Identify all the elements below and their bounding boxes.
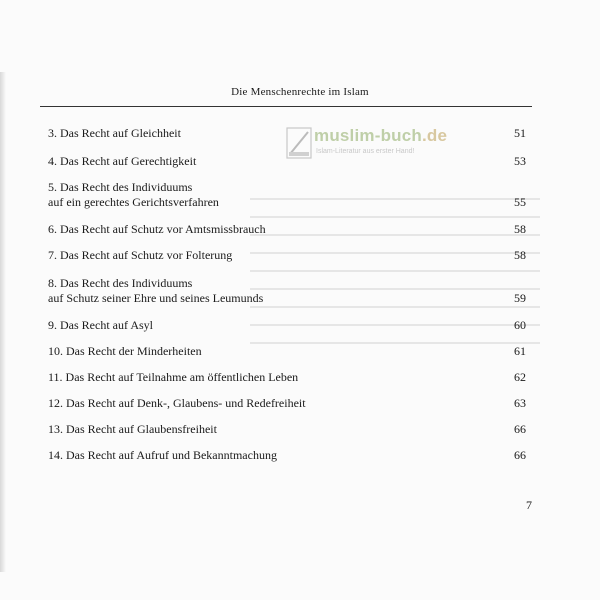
toc-entry xyxy=(48,154,526,169)
running-header: Die Menschenrechte im Islam xyxy=(231,86,369,98)
toc-entry xyxy=(48,126,526,141)
toc-page-number: 66 xyxy=(514,448,526,462)
toc-entry xyxy=(48,276,526,306)
toc-entry-title: 3. Das Recht auf Gleichheit xyxy=(48,126,181,140)
toc-entry-title: 5. Das Recht des Individuums xyxy=(48,180,193,194)
toc-entry-title: 7. Das Recht auf Schutz vor Folterung xyxy=(48,248,233,262)
toc-entry-title: 8. Das Recht des Individuums xyxy=(48,276,193,290)
toc-entry-title: 13. Das Recht auf Glaubensfreiheit xyxy=(48,422,217,436)
toc-entry-title: auf Schutz seiner Ehre und seines Leumunds xyxy=(48,291,264,305)
toc-entry-title: 4. Das Recht auf Gerechtigkeit xyxy=(48,154,197,168)
page-number: 7 xyxy=(526,498,532,512)
toc-entry xyxy=(48,422,526,437)
toc-entry-title: 12. Das Recht auf Denk-, Glaubens- und Redefreiheit xyxy=(48,396,306,410)
toc-entry xyxy=(48,180,526,210)
toc-entry-title: 14. Das Recht auf Aufruf und Bekanntmachung xyxy=(48,448,277,462)
toc-entry xyxy=(48,370,526,385)
toc-page-number: 66 xyxy=(514,422,526,436)
toc-page-number: 58 xyxy=(514,248,526,262)
toc-entry xyxy=(48,222,526,237)
toc-entry xyxy=(48,448,526,463)
toc-entry-title: auf ein gerechtes Gerichtsverfahren xyxy=(48,195,219,209)
toc-page-number: 63 xyxy=(514,396,526,410)
toc-entry-title: 10. Das Recht der Minderheiten xyxy=(48,344,202,358)
toc-page-number: 62 xyxy=(514,370,526,384)
toc-entry-title: 11. Das Recht auf Teilnahme am öffentlichen Leben xyxy=(48,370,299,384)
toc-page-number: 53 xyxy=(514,154,526,168)
watermark-brand: muslim-buch.de xyxy=(314,126,448,145)
toc-entry xyxy=(48,396,526,411)
toc-entry xyxy=(48,344,526,359)
watermark-slogan: Islam-Literatur aus erster Hand! xyxy=(316,148,415,155)
toc-entry-title: 9. Das Recht auf Asyl xyxy=(48,318,153,332)
toc-page-number: 59 xyxy=(514,291,526,305)
toc-page-number: 61 xyxy=(514,344,526,358)
toc-page-number: 51 xyxy=(514,126,526,140)
toc-page-number: 55 xyxy=(514,195,526,209)
toc-page-number: 58 xyxy=(514,222,526,236)
toc-entry-title: 6. Das Recht auf Schutz vor Amtsmissbrauch xyxy=(48,222,266,236)
toc-page-number: 60 xyxy=(514,318,526,332)
toc-entry xyxy=(48,318,526,333)
toc-entry xyxy=(48,248,526,263)
